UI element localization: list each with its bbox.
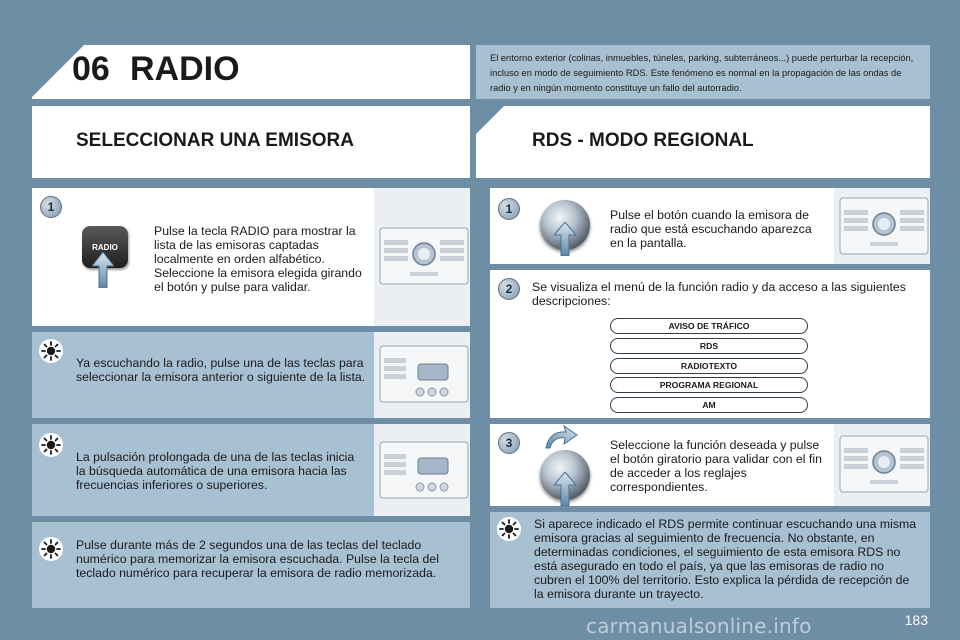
page-number: 183 (904, 612, 928, 628)
radio-key-icon: RADIO (82, 226, 128, 268)
lightbulb-icon (496, 516, 522, 542)
page-title: RADIO (130, 50, 240, 88)
step-badge: 1 (498, 198, 520, 220)
lightbulb-icon (38, 338, 64, 364)
watermark: carmanualsonline.info (586, 614, 812, 638)
left-step1-text: Pulse la tecla RADIO para mostrar la lista de las emisoras captadas localmente en orden alfabético. Seleccione la emisora elegida girando el botón y pulse para validar. (154, 224, 362, 294)
menu-item-traffic[interactable]: AVISO DE TRÁFICO (610, 318, 808, 334)
arrow-up-icon (92, 252, 114, 288)
radio-unit-icon (838, 196, 930, 256)
section-title-right: RDS - MODO REGIONAL (532, 130, 754, 151)
right-step2-text: Se visualiza el menú de la función radio y da acceso a las siguientes descripciones: (532, 280, 906, 308)
arrow-up-icon (554, 472, 576, 506)
arrow-up-icon (554, 222, 576, 256)
radio-unit-icon (378, 440, 470, 500)
menu-item-radiotext[interactable]: RADIOTEXTO (610, 358, 808, 374)
radio-unit-icon (838, 434, 930, 494)
step-badge: 1 (40, 196, 62, 218)
lightbulb-icon (38, 536, 64, 562)
lightbulb-icon (38, 432, 64, 458)
step-badge: 3 (498, 432, 520, 454)
right-tip-text: Si aparece indicado el RDS permite continuar escuchando una misma emisora gracias al seguimiento de frecuencia. No obstante, en determinadas condiciones, el seguimiento de esta emisora RDS no está asegurado en todo el país, ya que las emisoras de radio no cubren el 100% del territorio. Esto explica la pérdida de recepción de la emisora durante un trayecto. (534, 517, 917, 601)
radio-unit-icon (378, 226, 470, 286)
left-tip2-text: La pulsación prolongada de una de las teclas inicia la búsqueda automática de una emisora hacia las frecuencias inferiores o superiores. (76, 450, 355, 492)
left-tip3-text: Pulse durante más de 2 segundos una de las teclas del teclado numérico para memorizar la emisora escuchada. Pulse la tecla del teclado numérico para recuperar la emisora de radio memorizada. (76, 538, 439, 580)
rotate-arrow-icon (544, 424, 578, 450)
right-step1-text: Pulse el botón cuando la emisora de radio que está escuchando aparezca en la pantalla. (610, 208, 812, 250)
left-tip1-text: Ya escuchando la radio, pulse una de las teclas para seleccionar la emisora anterior o siguiente de la lista. (76, 356, 366, 384)
radio-unit-icon (378, 344, 470, 404)
header-note-text: El entorno exterior (colinas, inmuebles, túneles, parking, subterráneos...) puede perturbar la recepción, incluso en modo de seguimiento RDS. Este fenómeno es normal en la propagación de las ondas de radio y en ningún momento constituye un fallo del autorradio. (490, 53, 914, 93)
step-badge: 2 (498, 278, 520, 300)
right-step3-text: Seleccione la función deseada y pulse el botón giratorio para validar con el fin de acceder a los reglajes correspondientes. (610, 438, 822, 494)
section-title-left: SELECCIONAR UNA EMISORA (76, 130, 354, 151)
menu-item-regional[interactable]: PROGRAMA REGIONAL (610, 377, 808, 393)
menu-item-rds[interactable]: RDS (610, 338, 808, 354)
chapter-number: 06 (72, 50, 110, 88)
menu-item-am[interactable]: AM (610, 397, 808, 413)
